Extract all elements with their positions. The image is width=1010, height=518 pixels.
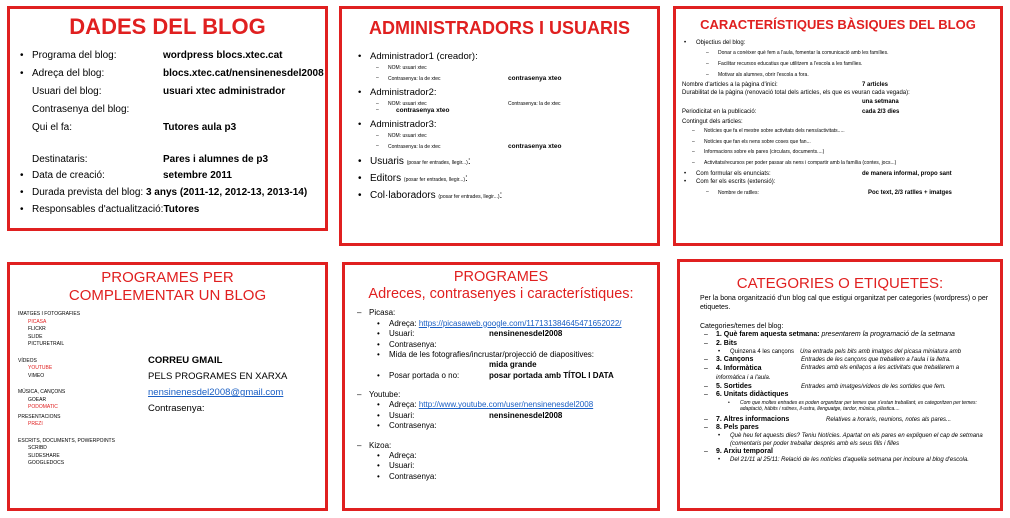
dades-row: • Programa del blog: wordpress blocs.xtec.cat bbox=[18, 50, 325, 68]
panel-programes bbox=[342, 262, 660, 511]
dades-row: Destinataris: Pares i alumnes de p3 bbox=[32, 154, 269, 165]
cat-item: – 6. Unitats didàctiques • Com que moltes entrades es poden organitzar per temes que s'estan treballant, es categoritzen per temes: adaptació, hàbits i rutines, il·ustra, llenguatge, tardor, música, plàstica.... bbox=[704, 391, 992, 412]
admin-item: • Editors (posar fer entrades, llegir...): bbox=[356, 173, 657, 184]
admin-item: • Administrador1 (creador): – NOM: usuari xtec – Contrasenya: la de xtec contrasenya xteo bbox=[356, 51, 657, 82]
panel-caracteristiques bbox=[673, 6, 1003, 246]
caract-formular: • Com formular els enunciats: de manera informal, propo sant bbox=[682, 170, 994, 178]
cat-item: – 8. Pels pares • Què heu fet aquests dies? Teniu Notícies. Apartat on els pares en expliquen el cap de setmana (comentaris per poder treballar després amb els seus fills i filles bbox=[704, 424, 992, 448]
caract-body: • Objectius del blog: – Donar a conèixer què fem a l'aula, fomentar la comunicació amb les famílies. – Facilitar recursos educatius que utilitzem a l'escola a les famílies. – Motivar als alumnes, obrir l'escola a fora. Nombre d'articles a la pàgina d'inici: 7 articles Durabilitat de la pàgina (renovació total dels articles, els que es veuran cada vegada): una setmana Periodicitat en la publicació: cada 2/3 dies Contingut dels articles: – Notícies que fa el mestre sobre activitats dels nens/activitats..... – Notícies que fan els nens sobre coses que fan... – Informacions sobre els pares (circulars, documents....) – Activitats/recursos per poder passar als nens i compartir amb la família (contes, jocs...) • Com formular els enunciats: de manera informal, propo sant • Com fer els escrits (extensió): – Nombre de ratlles: Poc text, 2/3 ratlles + imatges bbox=[682, 39, 994, 197]
prog-title: PROGRAMES Adreces, contrasenyes i característiques: bbox=[368, 269, 634, 302]
admin-list bbox=[356, 51, 657, 201]
caract-periodicitat: Periodicitat en la publicació: cada 2/3 dies bbox=[682, 108, 900, 115]
cat-item: – 1. Què farem aquesta setmana: presentarem la programació de la setmana bbox=[704, 331, 992, 340]
youtube-link[interactable]: http://www.youtube.com/user/nensinenesdel2008 bbox=[418, 400, 594, 410]
admin-title: ADMINISTRADORS I USUARIS bbox=[368, 18, 630, 38]
dades-title: DADES DEL BLOG bbox=[69, 14, 266, 39]
prog-kizoa: – Kizoa: • Adreça: • Usuari: • Contrasenya: bbox=[357, 441, 651, 483]
dades-row: • Durada prevista del blog: 3 anys (2011-12, 2012-13, 2013-14) bbox=[18, 187, 325, 204]
admin-item: • Administrador3: – NOM: usuari xtec – Contrasenya: la de xtec contrasenya xteo bbox=[356, 119, 657, 150]
cat-intro: Per la bona organització d'un blog cal que estigui organitzat per categories (wordpress) o per etiquetes. bbox=[700, 295, 989, 311]
cat-body bbox=[700, 295, 992, 464]
progcomp-list bbox=[18, 311, 158, 468]
panel-categories bbox=[677, 259, 1003, 511]
progcomp-title: PROGRAMES PER COMPLEMENTAR UN BLOG bbox=[68, 269, 267, 304]
cat-item: – 2. Bits • Quinzena 4 les cançons Una entrada pels bits amb imatges del picasa miniatura amb bbox=[704, 340, 992, 356]
caract-contingut: Contingut dels articles: bbox=[682, 118, 743, 125]
caract-objectius: • Objectius del blog: – Donar a conèixer què fem a l'aula, fomentar la comunicació amb les famílies. – Facilitar recursos educatius que utilitzem a l'escola a les famílies. – Motivar als alumnes, obrir l'escola a fora. bbox=[682, 39, 994, 78]
cat-title: CATEGORIES O ETIQUETES: bbox=[736, 275, 944, 292]
admin-item: • Usuaris (posar fer entrades, llegir...): bbox=[356, 156, 657, 167]
prog-group: PRESENTACIONS PREZI bbox=[18, 413, 61, 427]
caract-nombre: Nombre d'articles a la pàgina d'inici: 7 articles bbox=[682, 82, 889, 89]
caract-durabilitat: Durabilitat de la pàgina (renovació total dels articles, els que es veuran cada vegada): una setmana bbox=[682, 90, 910, 105]
dades-list-2 bbox=[18, 170, 325, 221]
dades-row: Qui el fa: Tutores aula p3 bbox=[32, 122, 237, 133]
dades-row: Usuari del blog: usuari xtec administrador bbox=[32, 86, 286, 97]
caract-escrits: • Com fer els escrits (extensió): – Nombre de ratlles: Poc text, 2/3 ratlles + imatges bbox=[682, 178, 994, 197]
cat-item: – 4. Informàtica informàtica i a l'aula. Entrades amb els enllaços a les activitats que treballarem a bbox=[704, 365, 992, 383]
admin-item: • Administrador2: – NOM: usuari xtec Contrasenya: la de xtec – contrasenya xteo bbox=[356, 87, 657, 114]
gmail-title: CORREU GMAIL bbox=[148, 355, 223, 366]
gmail-subtitle: PELS PROGRAMES EN XARXA bbox=[148, 371, 288, 383]
cat-item: – 5. Sortides Entrades amb imatges/vídeos de les sortides que fem. bbox=[704, 383, 992, 392]
prog-group: VÍDEOS YOUTUBE VIMEO bbox=[18, 357, 53, 379]
prog-group: ESCRITS, DOCUMENTS, POWERPOINTS SCRIBD SLIDESHARE GOOGLEDOCS bbox=[18, 437, 115, 466]
cat-item: – 7. Altres informacions Relatives a horaris, reunions, notes als pares... bbox=[704, 416, 992, 425]
gmail-box bbox=[148, 353, 287, 418]
gmail-password: Contrasenya: bbox=[148, 403, 205, 415]
prog-body bbox=[357, 308, 651, 482]
dades-row: • Responsables d'actualització:Tutores bbox=[18, 204, 325, 221]
prog-picasa: – Picasa: • Adreça: https://picasaweb.google.com/117131384645471652022/ • Usuari: nensinenesdel2008 • Contrasenya: • Mida de les fotografies/incrustar/projecció de diapositives: mida grande • Posar portada o no: posar portada amb TÍTOL I DATA bbox=[357, 308, 651, 381]
picasa-link[interactable]: https://picasaweb.google.com/117131384645471652022/ bbox=[418, 318, 622, 328]
prog-group: MÚSICA, CANÇONS GOEAR PODOMATIC bbox=[18, 389, 66, 410]
dades-row: • Data de creació: setembre 2011 bbox=[18, 170, 325, 187]
gmail-address-link[interactable]: nensinenesdel2008@gmail.com bbox=[148, 387, 284, 399]
panel-administradors bbox=[339, 6, 660, 246]
caract-title: CARACTERÍSTIQUES BÀSIQUES DEL BLOG bbox=[700, 17, 976, 32]
dades-row: Contrasenya del blog: bbox=[32, 104, 130, 115]
cat-item: – 9. Arxiu temporal • Del 21/11 al 25/11: Relació de les notícies d'aquella setmana per incloure al blog d'escola. bbox=[704, 448, 992, 464]
cat-subtitle: Categories/temes del blog: bbox=[700, 322, 784, 330]
dades-list bbox=[18, 50, 325, 86]
cat-item: – 3. Cançons Entrades de les cançons que treballem a l'aula i la lletra. bbox=[704, 356, 992, 365]
panel-dades-blog bbox=[7, 6, 328, 231]
prog-youtube: – Youtube: • Adreça: http://www.youtube.com/user/nensinenesdel2008 • Usuari: nensinenesdel2008 • Contrasenya: bbox=[357, 390, 651, 432]
prog-group: IMATGES I FOTOGRAFIES PICASA FLICKR SLIDE PICTURETRAIL bbox=[18, 311, 81, 347]
dades-row: • Adreça del blog: blocs.xtec.cat/nensinenesdel2008 bbox=[18, 68, 325, 86]
admin-item: • Col·laboradors (posar fer entrades, llegir...): bbox=[356, 190, 657, 201]
panel-programes-complementar bbox=[7, 262, 328, 511]
